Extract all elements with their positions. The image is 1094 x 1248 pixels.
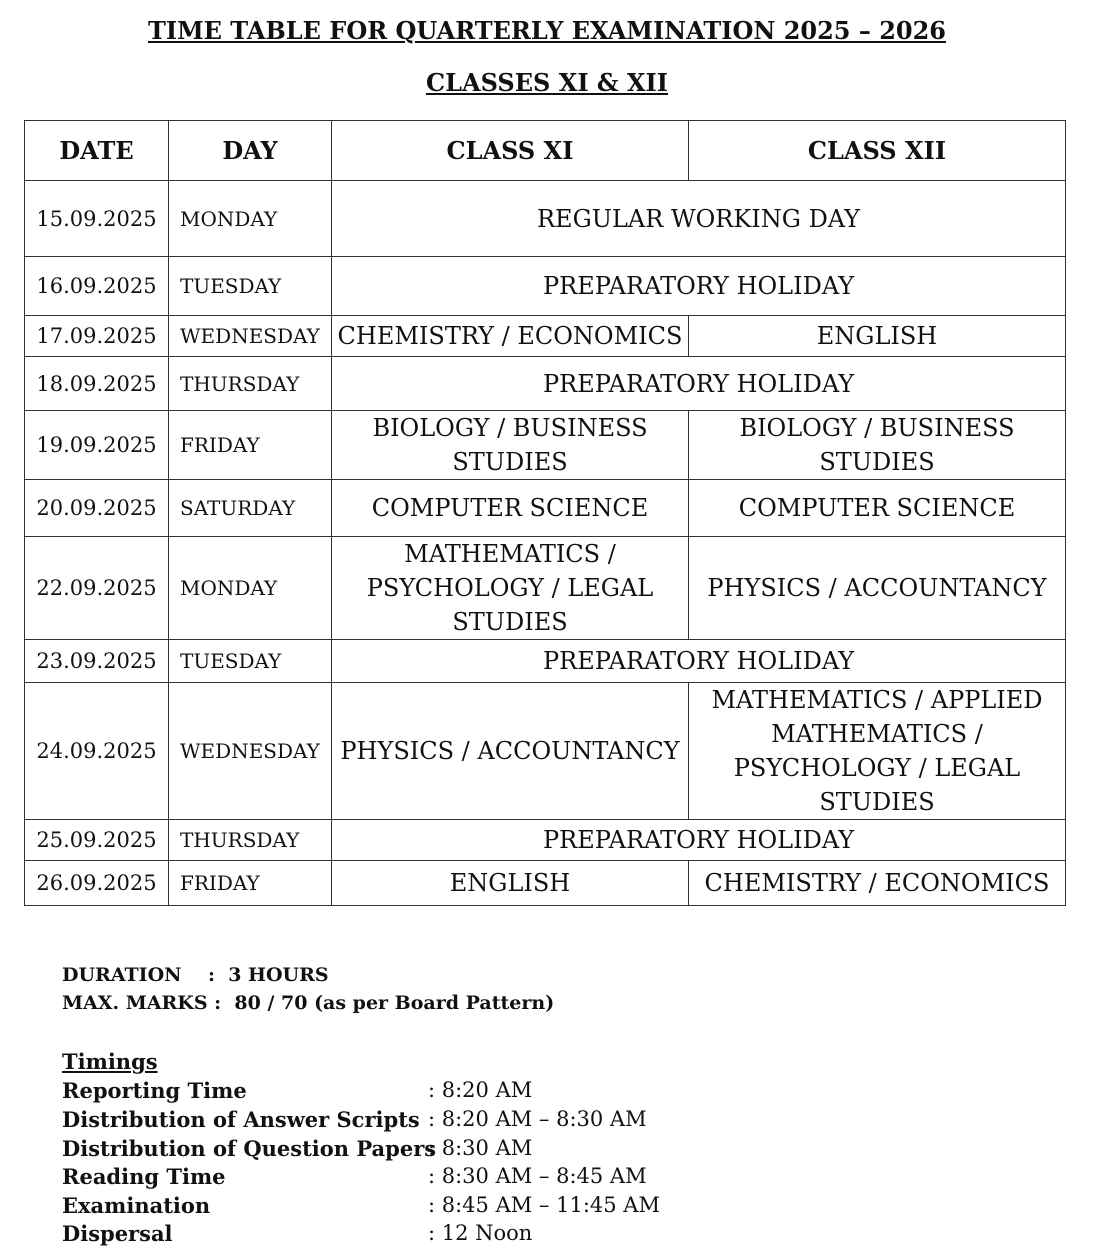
class-xii-cell: COMPUTER SCIENCE (689, 480, 1066, 537)
merged-cell: PREPARATORY HOLIDAY (332, 820, 1066, 861)
timing-value: : 8:20 AM – 8:30 AM (428, 1107, 647, 1131)
merged-cell: PREPARATORY HOLIDAY (332, 640, 1066, 683)
day-cell: SATURDAY (169, 480, 332, 537)
timing-value: : 8:45 AM – 11:45 AM (428, 1193, 660, 1217)
day-cell: FRIDAY (169, 861, 332, 906)
timing-label: Reporting Time (62, 1078, 247, 1103)
max-marks-line: MAX. MARKS : 80 / 70 (as per Board Pattern) (62, 992, 555, 1014)
timing-value: : 12 Noon (428, 1221, 533, 1245)
date-cell: 15.09.2025 (25, 181, 169, 257)
table-row (25, 820, 1066, 861)
date-cell: 17.09.2025 (25, 316, 169, 357)
table-row (25, 411, 1066, 480)
timing-label: Distribution of Answer Scripts (62, 1107, 420, 1132)
timing-label: Distribution of Question Papers (62, 1136, 437, 1161)
date-cell: 16.09.2025 (25, 257, 169, 316)
date-cell: 19.09.2025 (25, 411, 169, 480)
header-day: DAY (169, 121, 332, 181)
table-row (25, 537, 1066, 640)
table-row (25, 640, 1066, 683)
merged-cell: PREPARATORY HOLIDAY (332, 257, 1066, 316)
day-cell: TUESDAY (169, 257, 332, 316)
class-xi-cell: ENGLISH (332, 861, 689, 906)
class-xii-cell: BIOLOGY / BUSINESS STUDIES (689, 411, 1066, 480)
class-xi-cell: CHEMISTRY / ECONOMICS (332, 316, 689, 357)
class-xii-cell: ENGLISH (689, 316, 1066, 357)
header-class-xi: CLASS XI (332, 121, 689, 181)
day-cell: TUESDAY (169, 640, 332, 683)
document-subtitle: CLASSES XI & XII (425, 68, 668, 97)
class-xi-cell: PHYSICS / ACCOUNTANCY (332, 683, 689, 820)
header-class-xii: CLASS XII (689, 121, 1066, 181)
date-cell: 23.09.2025 (25, 640, 169, 683)
timing-value: : 8:20 AM (428, 1078, 533, 1102)
duration-line: DURATION : 3 HOURS (62, 964, 329, 986)
date-cell: 20.09.2025 (25, 480, 169, 537)
class-xii-cell: CHEMISTRY / ECONOMICS (689, 861, 1066, 906)
timetable (24, 120, 1066, 906)
table-row (25, 683, 1066, 820)
table-row (25, 357, 1066, 411)
duration-label: DURATION (62, 964, 182, 986)
class-xi-cell: BIOLOGY / BUSINESS STUDIES (332, 411, 689, 480)
class-xii-cell: PHYSICS / ACCOUNTANCY (689, 537, 1066, 640)
day-cell: FRIDAY (169, 411, 332, 480)
max-marks-value: 80 / 70 (as per Board Pattern) (234, 992, 555, 1014)
day-cell: THURSDAY (169, 357, 332, 411)
merged-cell: PREPARATORY HOLIDAY (332, 357, 1066, 411)
table-row (25, 181, 1066, 257)
merged-cell: REGULAR WORKING DAY (332, 181, 1066, 257)
day-cell: WEDNESDAY (169, 316, 332, 357)
date-cell: 26.09.2025 (25, 861, 169, 906)
timing-value: : 8:30 AM (428, 1136, 533, 1160)
day-cell: MONDAY (169, 181, 332, 257)
timing-label: Dispersal (62, 1221, 173, 1246)
timing-value: : 8:30 AM – 8:45 AM (428, 1164, 647, 1188)
duration-value: 3 HOURS (228, 964, 329, 986)
class-xii-cell: MATHEMATICS / APPLIED MATHEMATICS / PSYCHOLOGY / LEGAL STUDIES (689, 683, 1066, 820)
timings-heading: Timings (62, 1049, 158, 1074)
document-title: TIME TABLE FOR QUARTERLY EXAMINATION 2025 – 2026 (148, 16, 946, 45)
table-row (25, 316, 1066, 357)
class-xi-cell: COMPUTER SCIENCE (332, 480, 689, 537)
header-date: DATE (25, 121, 169, 181)
date-cell: 22.09.2025 (25, 537, 169, 640)
date-cell: 24.09.2025 (25, 683, 169, 820)
header-row (25, 121, 1066, 181)
table-row (25, 480, 1066, 537)
date-cell: 25.09.2025 (25, 820, 169, 861)
day-cell: MONDAY (169, 537, 332, 640)
date-cell: 18.09.2025 (25, 357, 169, 411)
day-cell: WEDNESDAY (169, 683, 332, 820)
max-marks-label: MAX. MARKS (62, 992, 208, 1014)
timing-label: Examination (62, 1193, 211, 1218)
timing-label: Reading Time (62, 1164, 226, 1189)
class-xi-cell: MATHEMATICS / PSYCHOLOGY / LEGAL STUDIES (332, 537, 689, 640)
table-row (25, 257, 1066, 316)
day-cell: THURSDAY (169, 820, 332, 861)
table-row (25, 861, 1066, 906)
